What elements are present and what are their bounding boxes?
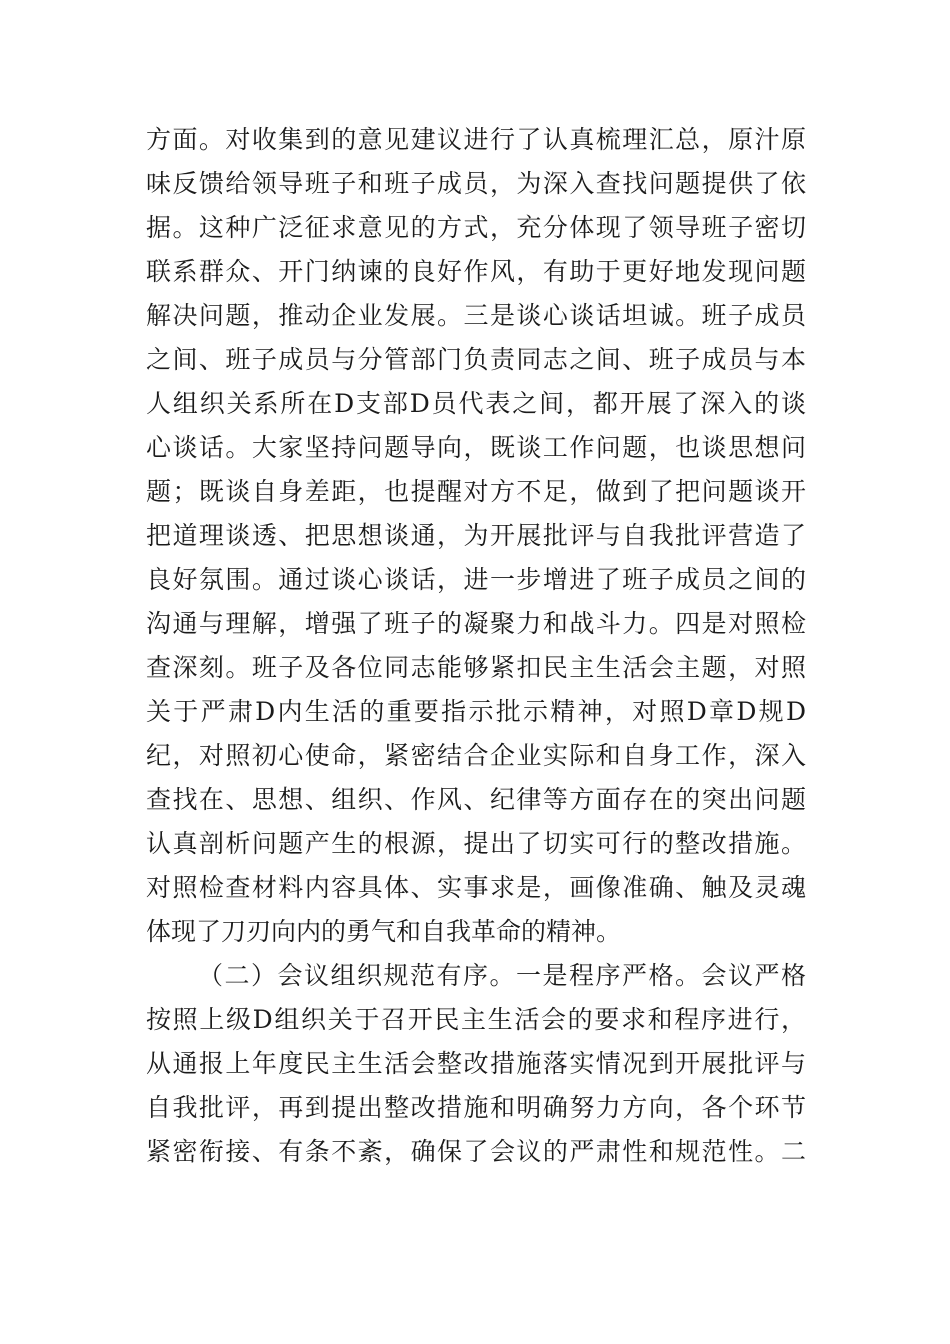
text-line: 纪，对照初心使命，紧密结合企业实际和自身工作，深入 (146, 741, 806, 770)
text-line: 人组织关系所在D支部D员代表之间，都开展了深入的谈 (146, 389, 806, 418)
text-line: 紧密衔接、有条不紊，确保了会议的严肃性和规范性。二 (146, 1137, 806, 1166)
text-line: 把道理谈透、把思想谈通，为开展批评与自我批评营造了 (146, 521, 806, 550)
text-line: 味反馈给领导班子和班子成员，为深入查找问题提供了依 (146, 169, 806, 198)
text-line: 心谈话。大家坚持问题导向，既谈工作问题，也谈思想问 (146, 433, 806, 462)
text-line: 题；既谈自身差距，也提醒对方不足，做到了把问题谈开 (146, 477, 806, 506)
section-heading-line: （二）会议组织规范有序。一是程序严格。会议严格 (198, 961, 806, 990)
text-line: 按照上级D组织关于召开民主生活会的要求和程序进行， (146, 1005, 806, 1034)
text-line: 从通报上年度民主生活会整改措施落实情况到开展批评与 (146, 1049, 806, 1078)
text-line: 解决问题，推动企业发展。三是谈心谈话坦诚。班子成员 (146, 301, 806, 330)
text-line: 自我批评，再到提出整改措施和明确努力方向，各个环节 (146, 1093, 806, 1122)
paragraph-end-line: 体现了刀刃向内的勇气和自我革命的精神。 (146, 917, 622, 946)
text-line: 查找在、思想、组织、作风、纪律等方面存在的突出问题 (146, 785, 806, 814)
text-line: 据。这种广泛征求意见的方式，充分体现了领导班子密切 (146, 213, 806, 242)
text-line: 良好氛围。通过谈心谈话，进一步增进了班子成员之间的 (146, 565, 806, 594)
text-line: 之间、班子成员与分管部门负责同志之间、班子成员与本 (146, 345, 806, 374)
text-line: 关于严肃D内生活的重要指示批示精神，对照D章D规D (146, 697, 806, 726)
text-line: 沟通与理解，增强了班子的凝聚力和战斗力。四是对照检 (146, 609, 806, 638)
text-line: 认真剖析问题产生的根源，提出了切实可行的整改措施。 (146, 829, 806, 858)
text-line: 对照检查材料内容具体、实事求是，画像准确、触及灵魂 (146, 873, 806, 902)
text-line: 联系群众、开门纳谏的良好作风，有助于更好地发现问题 (146, 257, 806, 286)
text-line: 查深刻。班子及各位同志能够紧扣民主生活会主题，对照 (146, 653, 806, 682)
text-line: 方面。对收集到的意见建议进行了认真梳理汇总，原汁原 (146, 125, 806, 154)
